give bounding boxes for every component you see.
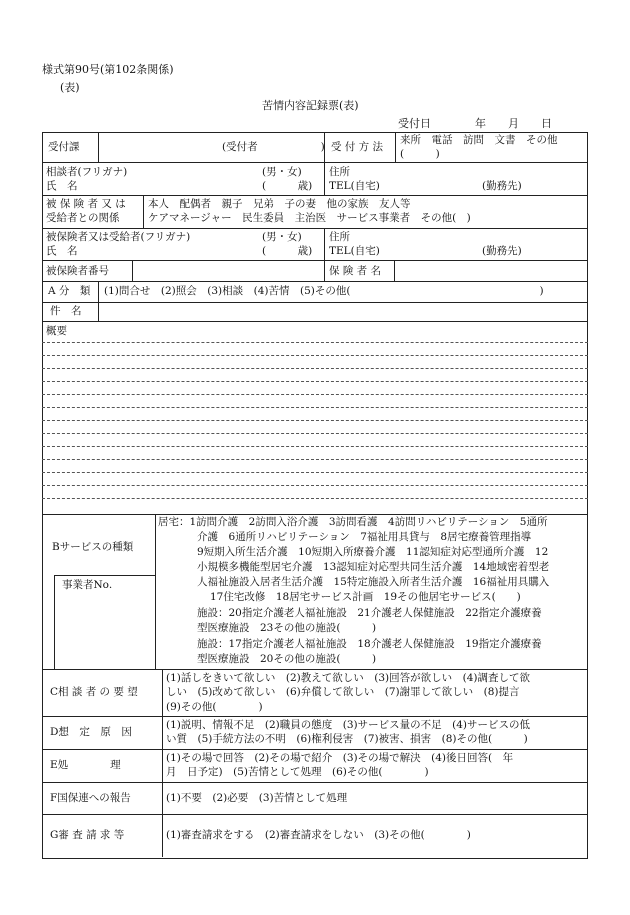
consultant-address-label: 住所 <box>329 166 350 178</box>
row-divider <box>42 260 588 261</box>
request-line: しい (5)改めて欲しい (6)弁償して欲しい (7)謝罪して欲しい (8)提言 <box>166 686 520 698</box>
row-divider <box>42 162 588 163</box>
insured-sex: (男・女) <box>262 231 302 243</box>
service-line: 型医療施設 20その他の施設( ) <box>197 653 377 665</box>
form-side: (表) <box>60 81 80 94</box>
cell-divider <box>98 132 99 162</box>
cell-divider <box>132 260 133 281</box>
form-title: 苦情内容記録票(表) <box>262 99 359 112</box>
summary-line <box>42 446 588 447</box>
category-options: (1)問合せ (2)照会 (3)相談 (4)苦情 (5)その他( ) <box>104 285 544 297</box>
summary-line <box>42 381 588 382</box>
relation-label-1: 被 保 険 者 又 は <box>46 198 126 210</box>
cell-divider <box>394 260 395 281</box>
consultant-work-label: (勤務先) <box>482 180 522 192</box>
row-divider <box>42 814 588 815</box>
request-label: C相 談 者 の 要 望 <box>50 686 138 698</box>
service-line: 型医療施設 23その他の施設( ) <box>197 622 377 634</box>
cause-line: (1)説明、情報不足 (2)職員の態度 (3)サービス量の不足 (4)サービスの低 <box>166 719 530 731</box>
methods-other: ( ) <box>400 148 440 160</box>
review-label: G審 査 請 求 等 <box>50 829 125 841</box>
summary-line <box>42 472 588 473</box>
row-divider <box>42 281 588 282</box>
handling-line: (1)その場で回答 (2)その場で紹介 (3)その場で解決 (4)後日回答( 年 <box>166 752 514 764</box>
row-divider <box>42 749 588 750</box>
insured-number-label: 被保険者番号 <box>46 265 109 277</box>
summary-line <box>42 342 588 343</box>
service-line: 人福祉施設入居者生活介護 15特定施設入所者生活介護 16福祉用具購入 <box>197 576 550 588</box>
cell-divider <box>324 260 325 281</box>
row-divider <box>42 321 588 322</box>
insurer-name-label: 保 険 者 名 <box>329 265 382 277</box>
receiver-label: (受付者 ) <box>222 141 325 153</box>
row-divider <box>42 228 588 229</box>
service-line: 17住宅改修 18居宅サービス計画 19その他居宅サービス( ) <box>210 591 521 603</box>
row-divider <box>42 514 588 515</box>
handling-line: 月 日予定) (5)苦情として処理 (6)その他( ) <box>166 766 429 778</box>
cell-divider <box>324 228 325 260</box>
cell-divider <box>395 132 396 162</box>
relation-options-2: ケアマネージャー 民生委員 主治医 サービス事業者 その他( ) <box>148 212 471 224</box>
method-label: 受 付 方 法 <box>331 141 384 153</box>
summary-line <box>42 355 588 356</box>
dept-label: 受付課 <box>48 141 80 153</box>
review-options: (1)審査請求をする (2)審査請求をしない (3)その他( ) <box>166 829 471 841</box>
consultant-tel-label: TEL(自宅) <box>329 180 380 192</box>
summary-label: 概要 <box>46 325 67 337</box>
request-line: (9)その他( ) <box>166 701 263 713</box>
category-label: A 分 類 <box>48 285 91 297</box>
cause-line: い質 (5)手続方法の不明 (6)権利侵害 (7)被害、損害 (8)その他( ) <box>166 733 528 745</box>
report-options: (1)不要 (2)必要 (3)苦情として処理 <box>166 792 348 804</box>
summary-line <box>42 394 588 395</box>
summary-line <box>42 498 588 499</box>
summary-line <box>42 433 588 434</box>
cell-divider <box>324 162 325 195</box>
subject-label: 件 名 <box>50 305 82 317</box>
service-type-label: Bサービスの種類 <box>52 541 134 553</box>
report-label: F国保連への報告 <box>50 792 131 804</box>
service-line: 介護 6通所リハビリテーション 7福祉用具貸与 8居宅療養管理指導 <box>197 531 532 543</box>
row-divider <box>42 782 588 783</box>
service-line: 小規模多機能型居宅介護 13認知症対応型共同生活介護 14地域密着型老 <box>197 561 550 573</box>
form-number: 様式第90号(第102条関係) <box>42 63 174 76</box>
handling-label: E処 理 <box>50 759 121 771</box>
methods-options: 来所 電話 訪問 文書 その他 <box>400 134 558 146</box>
consultant-kana-label: 相談者(フリガナ) <box>46 166 128 178</box>
cell-divider <box>98 302 99 321</box>
cause-label: D想 定 原 因 <box>50 726 132 738</box>
request-line: (1)話しをきいて欲しい (2)教えて欲しい (3)回答が欲しい (4)調査して欲 <box>166 672 530 684</box>
service-line: 居宅：1訪問介護 2訪問入浴介護 3訪問看護 4訪問リハビリテーション 5通所 <box>158 516 548 528</box>
service-line: 施設：17指定介護老人福祉施設 18介護老人保健施設 19指定介護療養 <box>197 638 542 650</box>
consultant-sex: (男・女) <box>262 166 302 178</box>
relation-options-1: 本人 配偶者 親子 兄弟 子の妻 他の家族 友人等 <box>148 198 411 210</box>
complaint-record-form <box>42 132 588 859</box>
cell-divider <box>98 281 99 302</box>
summary-line <box>42 485 588 486</box>
service-line: 9短期入所生活介護 10短期入所療養介護 11認知症対応型通所介護 12 <box>197 546 549 558</box>
consultant-age: ( 歳) <box>262 180 313 192</box>
consultant-name-label: 氏 名 <box>46 180 78 192</box>
insured-kana-label: 被保険者又は受給者(フリガナ) <box>46 231 191 243</box>
cell-divider <box>143 195 144 228</box>
insured-address-label: 住所 <box>329 231 350 243</box>
summary-line <box>42 420 588 421</box>
row-divider <box>42 195 588 196</box>
cell-divider <box>162 669 163 857</box>
insured-tel-label: TEL(自宅) <box>329 245 380 257</box>
insured-work-label: (勤務先) <box>482 245 522 257</box>
insured-age: ( 歳) <box>262 245 313 257</box>
summary-line <box>42 407 588 408</box>
insured-name-label: 氏 名 <box>46 245 78 257</box>
reception-date: 受付日 年 月 日 <box>398 117 552 130</box>
summary-line <box>42 368 588 369</box>
summary-line <box>42 459 588 460</box>
row-divider <box>42 716 588 717</box>
row-divider <box>42 302 588 303</box>
service-line: 施設：20指定介護老人福祉施設 21介護老人保健施設 22指定介護療養 <box>197 607 542 619</box>
relation-label-2: 受給者との関係 <box>46 212 120 224</box>
office-number-label: 事業者No. <box>62 579 113 591</box>
